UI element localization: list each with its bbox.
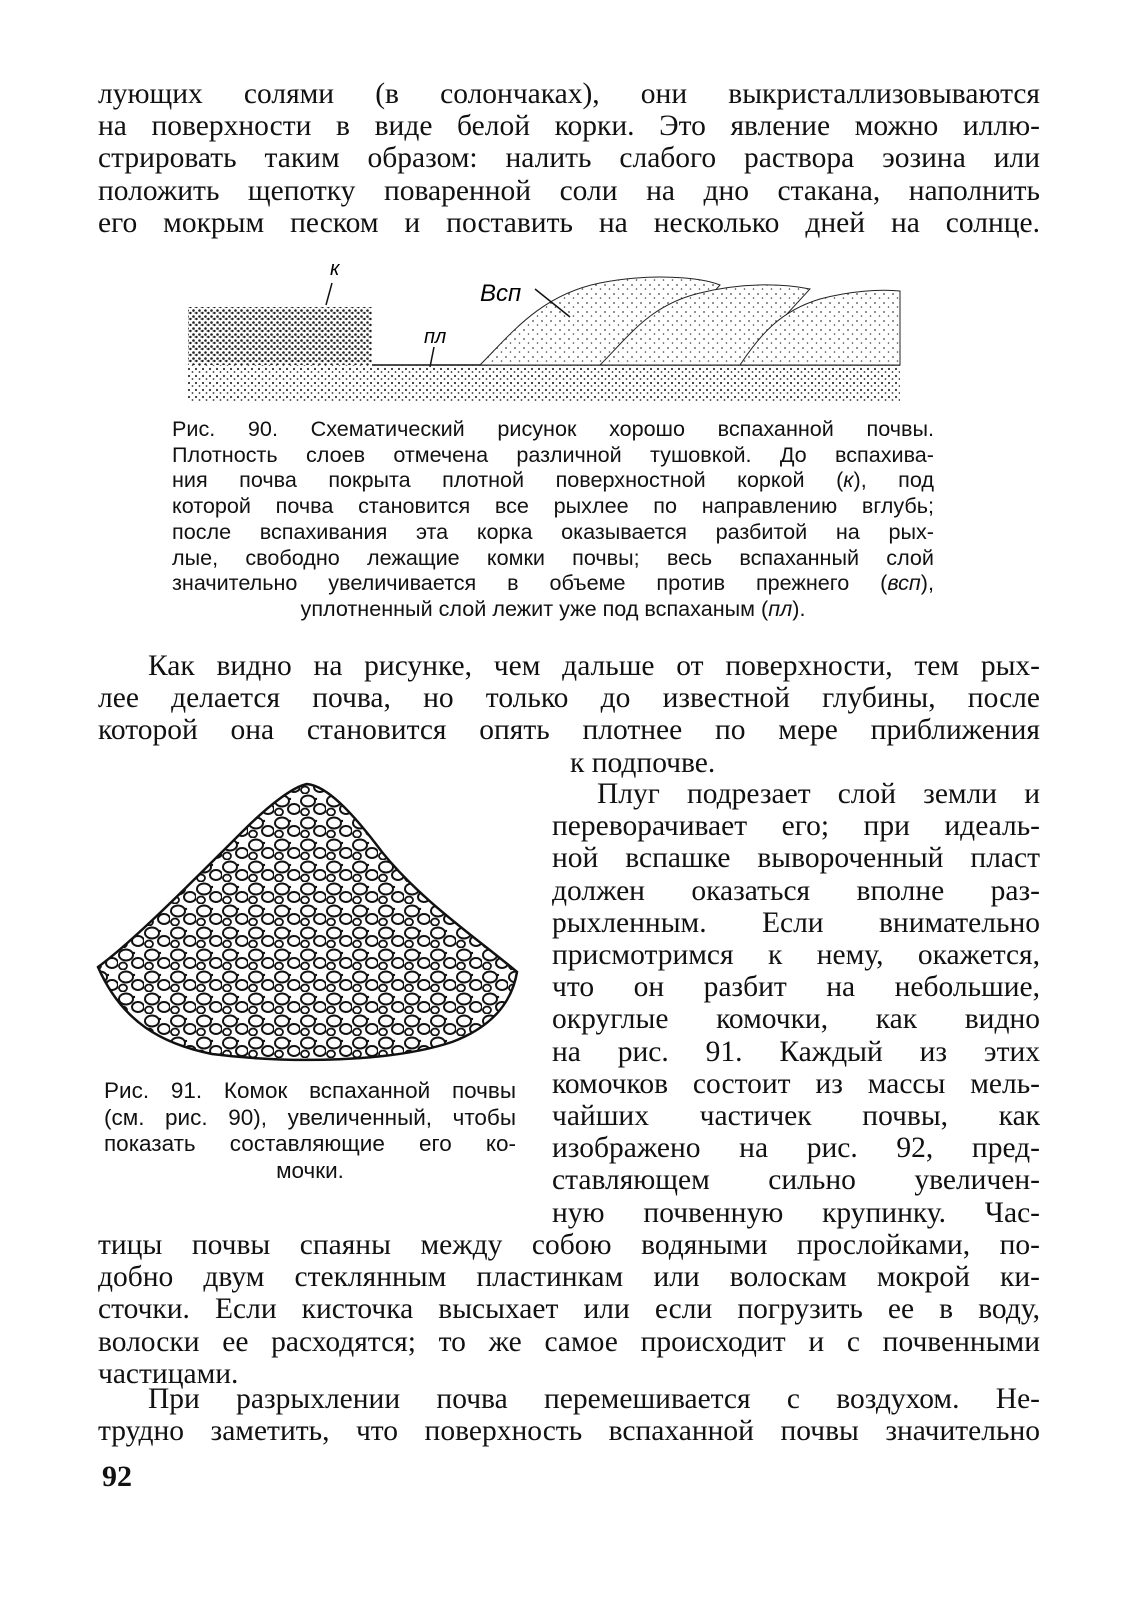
text-line: тицы почвы спаяны между собою водяными прослойками, по- xyxy=(98,1229,1040,1261)
label-k: к xyxy=(330,258,340,280)
caption-line: значительно увеличивается в объеме против прежнего (всп), xyxy=(172,570,934,596)
text-line: волоски ее расходятся; то же самое происходит и с почвенными xyxy=(98,1325,1040,1358)
text-line: на поверхности в виде белой корки. Это явление можно иллю- xyxy=(98,110,1040,143)
middle-paragraph xyxy=(98,650,1040,779)
text-line: изображено на рис. 92, пред- xyxy=(552,1132,1040,1165)
text-line: ную почвенную крупинку. Час- xyxy=(552,1196,1040,1229)
figure-91-caption xyxy=(104,1078,516,1184)
text-line: округлые комочки, как видно xyxy=(552,1003,1040,1036)
text-line: ной вспашке вывороченный пласт xyxy=(552,842,1040,875)
text-line: трудно заметить, что поверхность вспаханной почвы значительно xyxy=(98,1415,1040,1448)
caption-line: Рис. 90. Схематический рисунок хорошо вспаханной почвы. xyxy=(172,416,934,441)
text-line: присмотримся к нему, окажется, xyxy=(552,939,1040,972)
text-line: частицами. xyxy=(98,1357,239,1390)
compact-soil-block xyxy=(188,307,372,365)
text-line: лующих солями (в солончаках), они выкристаллизовываются xyxy=(98,78,1040,110)
text-line: на рис. 91. Каждый из этих xyxy=(552,1035,1040,1068)
top-paragraph xyxy=(98,78,1040,239)
text-line: Как видно на рисунке, чем дальше от поверхности, тем рых- xyxy=(148,650,1040,682)
caption-italic-k: к xyxy=(843,467,854,493)
figure-91-soil-clod xyxy=(92,772,522,1067)
page-number: 92 xyxy=(102,1460,132,1493)
caption-italic-pl: пл xyxy=(768,595,793,621)
text-line: сточки. Если кисточка высыхает или если погрузить ее в воду, xyxy=(98,1293,1040,1326)
text-line: чайших частичек почвы, как xyxy=(552,1100,1040,1133)
figure-90-soil-diagram xyxy=(180,255,920,415)
last-paragraph xyxy=(98,1383,1040,1447)
text-line: к подпочве. xyxy=(570,746,716,779)
text-line: переворачивает его; при идеаль- xyxy=(552,810,1040,843)
caption-line: Рис. 91. Комок вспаханной почвы xyxy=(104,1078,516,1103)
caption-italic-vsp: всп xyxy=(887,570,921,596)
text-line: что он разбит на небольшие, xyxy=(552,971,1040,1004)
text-line: лее делается почва, но только до известной глубины, после xyxy=(98,682,1040,715)
lower-paragraph xyxy=(98,1229,1040,1390)
caption-line: которой почва становится все рыхлее по направлению вглубь; xyxy=(172,493,934,519)
text-line: его мокрым песком и поставить на несколько дней на солнце. xyxy=(98,206,1040,239)
label-vsp: Всп xyxy=(480,280,522,307)
right-column-paragraph xyxy=(552,778,1040,1229)
text-line: Плуг подрезает слой земли и xyxy=(597,778,1040,810)
caption-line: уплотненный слой лежит уже под вспаханым (пл). xyxy=(300,595,806,621)
text-line: При разрыхлении почва перемешивается с воздухом. Не- xyxy=(148,1383,1040,1415)
text-line: добно двум стеклянным пластинкам или волоскам мокрой ки- xyxy=(98,1261,1040,1294)
clod-mound xyxy=(98,784,517,1060)
text-line: стрировать таким образом: налить слабого раствора эозина или xyxy=(98,142,1040,175)
text-line: должен оказаться вполне раз- xyxy=(552,874,1040,907)
text-line: которой она становится опять плотнее по мере приближения xyxy=(98,714,1040,747)
caption-line: лые, свободно лежащие комки почвы; весь вспаханный слой xyxy=(172,544,934,570)
caption-line: Плотность слоев отмечена различной тушовкой. До вспахива- xyxy=(172,441,934,467)
text-line: положить щепотку поваренной соли на дно стакана, наполнить xyxy=(98,174,1040,207)
label-pl: пл xyxy=(424,326,447,348)
text-line: ставляющем сильно увеличен- xyxy=(552,1164,1040,1197)
text-line: комочков состоит из массы мель- xyxy=(552,1067,1040,1100)
caption-line: ния почва покрыта плотной поверхностной коркой (к), под xyxy=(172,467,934,493)
figure-90-caption xyxy=(172,416,934,622)
caption-line: мочки. xyxy=(276,1157,344,1183)
text-line: рыхленным. Если внимательно xyxy=(552,906,1040,939)
caption-line: показать составляющие его ко- xyxy=(104,1131,516,1156)
subsoil-layer xyxy=(188,365,900,403)
caption-line: (см. рис. 90), увеличенный, чтобы xyxy=(104,1104,516,1130)
caption-line: после вспахивания эта корка оказывается разбитой на рых- xyxy=(172,518,934,544)
